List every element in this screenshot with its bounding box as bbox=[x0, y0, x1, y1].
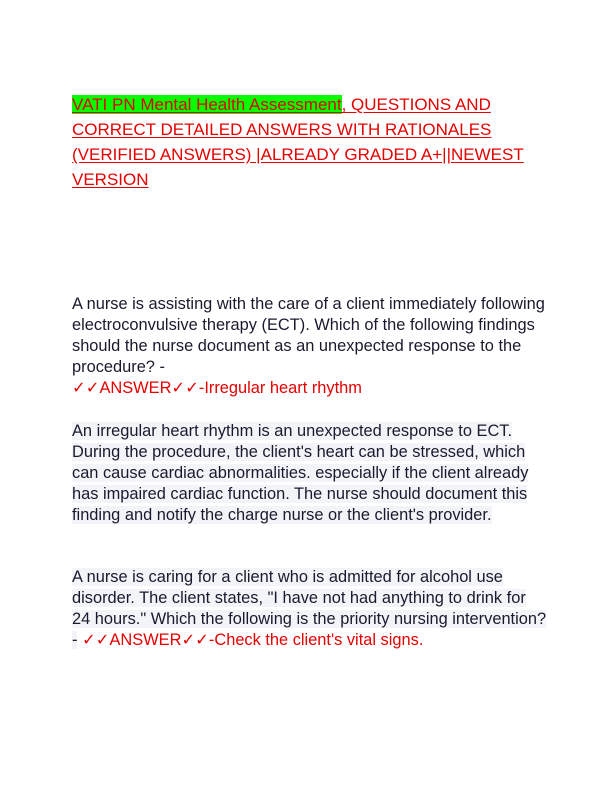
question-1-rationale bbox=[72, 421, 547, 526]
question-1 bbox=[72, 294, 547, 399]
title-rest: , QUESTIONS AND CORRECT DETAILED ANSWERS WITH RATIONALES (VERIFIED ANSWERS) |ALREADY GRADED A+||NEWEST VERSION bbox=[72, 95, 524, 189]
rationale-text: An irregular heart rhythm is an unexpected response to ECT. During the procedure, the client's heart can be stressed, which can cause cardiac abnormalities. especially if the client already has impaired cardiac function. The nurse should document this finding and notify the charge nurse or the client's provider. bbox=[72, 422, 529, 524]
question-2 bbox=[72, 567, 547, 651]
question-2-text: A nurse is caring for a client who is admitted for alcohol use disorder. The client states, "I have not had anything to drink for 24 hours." Which the following is the priority nursing intervention? - bbox=[72, 568, 547, 649]
question-1-text: A nurse is assisting with the care of a client immediately following electroconvulsive therapy (ECT). Which of the following findings should the nurse document as an unexpected response to the procedure? - bbox=[72, 295, 545, 376]
question-2-answer: ✓✓ANSWER✓✓-Check the client's vital signs. bbox=[82, 631, 424, 649]
title-highlight: VATI PN Mental Health Assessment bbox=[72, 95, 342, 114]
document-title bbox=[72, 92, 542, 192]
question-1-answer: ✓✓ANSWER✓✓-Irregular heart rhythm bbox=[72, 379, 362, 397]
